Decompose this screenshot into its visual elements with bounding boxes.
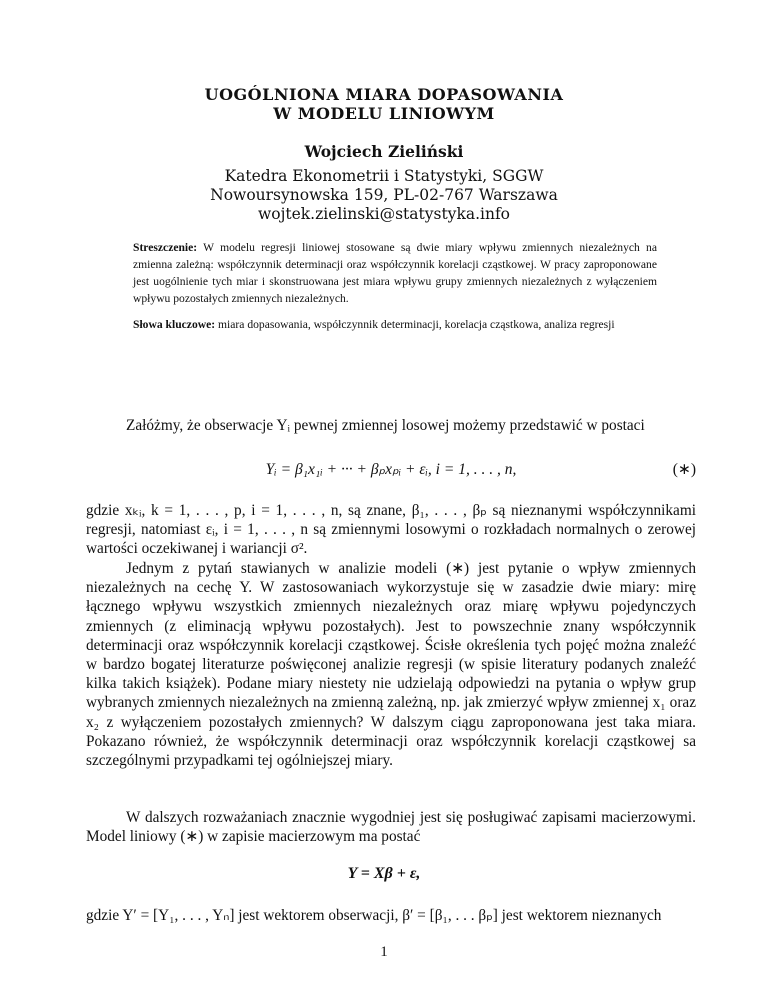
page-number: 1 bbox=[380, 944, 388, 960]
abstract-label: Streszczenie: bbox=[133, 241, 198, 254]
title-line-2: W MODELU LINIOWYM bbox=[273, 104, 495, 123]
email-address: wojtek.zielinski@statystyka.info bbox=[257, 205, 511, 223]
matrix-equation: Y = Xβ + ε, bbox=[347, 865, 421, 882]
author-name: Wojciech Zieliński bbox=[304, 142, 464, 161]
paragraph-3: Jednym z pytań stawianych w analizie modeli (∗) jest pytanie o wpływ zmiennych niezależnych na cechę Y. W zastosowaniach wykorzystuje się w zasadzie dwie miary: mirę łącznego wpływu wszystkich zmiennych niezależnych oraz miarę wpływu pojedynczych zmiennych (z eliminacją wpływu pozostałych). Jest to powszechnie znany współczynnik determinacji oraz współczynnik korelacji cząstkowej. Ścisłe określenia tych pojęć można znaleźć w bardzo bogatej literaturze poświęconej analizie regresji (w spisie literatury podanych znaleźć kilka takich książek). Podane miary niestety nie udzielają odpowiedzi na pytania o wpływ grup wybranych zmiennych niezależnych na zmienną zależną, np. jak zmierzyć wpływ zmiennej x₁ oraz x₂ z wyłączeniem pozostałych zmiennych? W dalszym ciągu zaproponowana jest taka miara. Pokazano również, że współczynnik determinacji oraz współczynnik korelacji cząstkowej sa szczególnymi przypadkami tej ogólniejszej miary. bbox=[86, 560, 696, 770]
title-line-1: UOGÓLNIONA MIARA DOPASOWANIA bbox=[204, 85, 564, 104]
paragraph-4: W dalszych rozważaniach znacznie wygodniej jest się posługiwać zapisami macierzowymi. Model liniowy (∗) w zapisie macierzowym ma postać bbox=[86, 809, 696, 846]
keywords-block bbox=[133, 316, 657, 333]
paragraph-1: Załóżmy, że obserwacje Yᵢ pewnej zmiennej losowej możemy przedstawić w postaci bbox=[126, 417, 645, 434]
abstract-block bbox=[133, 239, 657, 307]
keywords-label: Słowa kluczowe: bbox=[133, 318, 216, 331]
paragraph-5: gdzie Y′ = [Y₁, . . . , Yₙ] jest wektorem obserwacji, β′ = [β₁, . . . βₚ] jest wektorem nieznanych bbox=[86, 907, 662, 924]
paragraph-2: gdzie xₖᵢ, k = 1, . . . , p, i = 1, . . . , n, są znane, β₁, . . . , βₚ są nieznanymi współczynnikami regresji, natomiast εᵢ, i = 1, . . . , n są zmiennymi losowymi o rozkładach normalnych o zerowej wartości oczekiwanej i wariancji σ². bbox=[86, 502, 696, 558]
keywords-text: miara dopasowania, współczynnik determinacji, korelacja cząstkowa, analiza regresji bbox=[215, 318, 615, 331]
affiliation-line-1: Katedra Ekonometrii i Statystyki, SGGW bbox=[224, 167, 544, 185]
abstract-text: W modelu regresji liniowej stosowane są dwie miary wpływu zmiennych niezależnych na zmienna zależną: współczynnik determinacji oraz współczynnik korelacji cząstkowej. W pracy zaproponowane jest uogólnienie tych miar i skonstruowana jest miara wpływu grupy zmiennych niezależnych z wyłączeniem wpływu pozostałych zmiennych niezależnych. bbox=[133, 241, 657, 305]
affiliation-line-2: Nowoursynowska 159, PL-02-767 Warszawa bbox=[210, 186, 558, 204]
equation-main: Yᵢ = β₁x₁ᵢ + ··· + βₚxₚᵢ + εᵢ, i = 1, . . . , n, bbox=[265, 461, 517, 478]
equation-tag: (∗) bbox=[672, 461, 696, 478]
